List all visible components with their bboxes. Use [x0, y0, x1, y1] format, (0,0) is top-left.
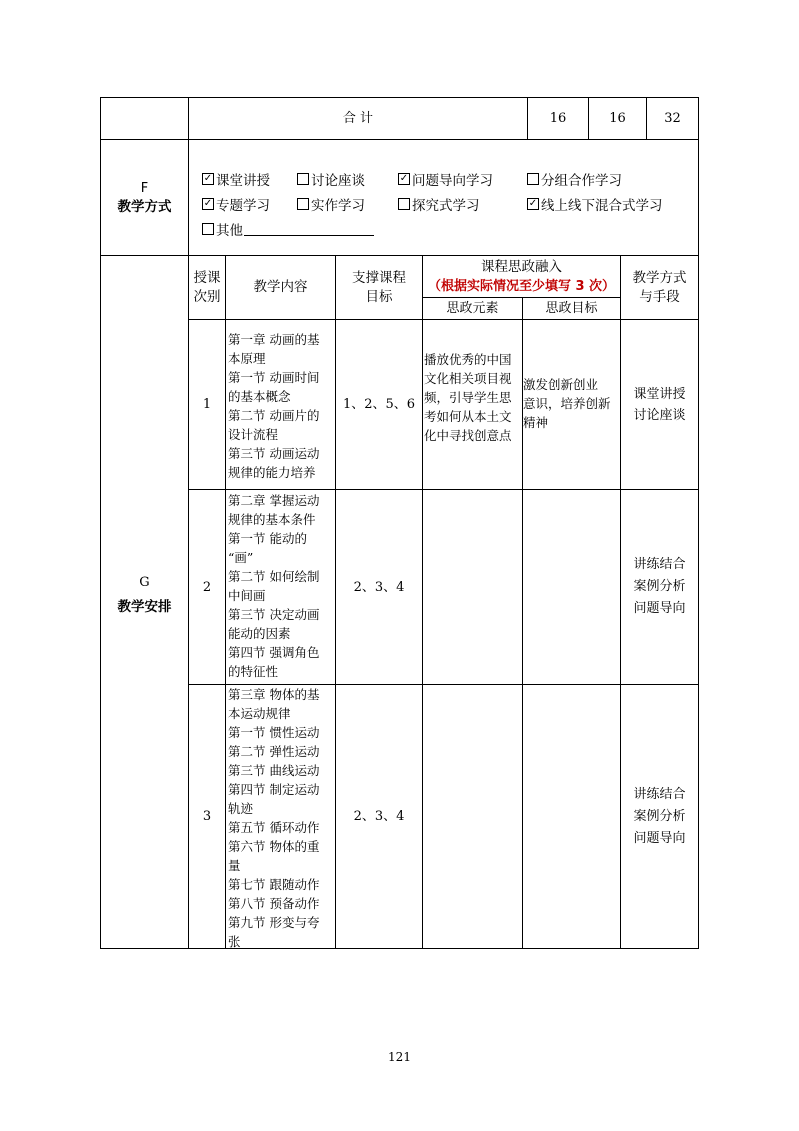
row1-element-line: 化中寻找创意点: [424, 428, 512, 443]
totals-value-3: 32: [664, 111, 681, 126]
row1-goals: [523, 375, 620, 432]
row2-content-line: 第一节 能动的: [228, 531, 307, 546]
row3-content: [228, 685, 334, 951]
row1-content-line: 第三节 动画运动: [228, 446, 320, 461]
row2-content-line: 第四节 强调角色: [228, 645, 320, 660]
option-discussion[interactable]: [297, 169, 365, 189]
option-thematic[interactable]: [202, 194, 270, 214]
totals-value-1: 16: [549, 111, 567, 126]
header-ideology-note: （根据实际情况至少填写 3 次）: [427, 278, 616, 294]
option-group-work-label: 分组合作学习: [541, 173, 622, 189]
header-method-line2: 与手段: [639, 288, 680, 305]
option-other-label: 其他: [216, 223, 243, 239]
row1-method-line: 讨论座谈: [633, 407, 686, 423]
option-lecture[interactable]: [202, 169, 270, 189]
row3-content-line: 第九节 形变与夸: [228, 915, 320, 930]
row1-content-line: 本原理: [228, 351, 266, 366]
option-blended[interactable]: [527, 194, 663, 214]
section-f-title: 教学方式: [117, 198, 172, 215]
table-border-bottom: [100, 948, 699, 949]
checkbox-practical[interactable]: [297, 198, 309, 210]
row1-method-line: 课堂讲授: [633, 386, 686, 402]
row2-method-line: 问题导向: [633, 601, 686, 616]
row3-content-line: 第四节 制定运动: [228, 782, 320, 797]
row2-content-line: 第三节 决定动画: [228, 607, 320, 622]
row3-content-line: 本运动规律: [228, 706, 291, 721]
row1-element-line: 文化相关项目视: [424, 371, 512, 386]
row3-content-line: 张: [228, 934, 241, 949]
row3-content-line: 第六节 物体的重: [228, 839, 320, 854]
section-g-code: G: [139, 575, 150, 590]
row2-content-line: 第二节 如何绘制: [228, 569, 320, 584]
row1-element-line: 播放优秀的中国: [424, 352, 512, 367]
option-lecture-label: 课堂讲授: [216, 173, 270, 189]
row3-objectives: 2、3、4: [353, 809, 405, 824]
row2-method: [621, 490, 698, 684]
option-practical[interactable]: [297, 194, 365, 214]
row3-content-line: 第八节 预备动作: [228, 896, 320, 911]
row1-goal-line: 意识，培养创新: [523, 396, 611, 411]
option-thematic-label: 专题学习: [216, 198, 270, 214]
row3-content-line: 第一节 惯性运动: [228, 725, 320, 740]
header-session: [189, 256, 225, 319]
checkbox-group-work[interactable]: [527, 173, 539, 185]
row2-content-line: “画”: [228, 550, 254, 565]
row3-method-line: 案例分析: [633, 808, 686, 824]
table-border-right: [698, 97, 699, 949]
header-method-line1: 教学方式: [632, 269, 687, 286]
header-ideology-goals: 思政目标: [545, 301, 598, 316]
row2-content-line: 中间画: [228, 588, 266, 603]
row3-session: 3: [202, 809, 212, 824]
section-g-label: [101, 560, 188, 630]
row1-content-line: 第一章 动画的基: [228, 332, 320, 347]
row3-content-line: 第三节 曲线运动: [228, 763, 320, 778]
row3-method: [621, 685, 698, 948]
row2-content-line: 规律的基本条件: [228, 512, 316, 527]
row3-content-line: 第三章 物体的基: [228, 687, 320, 702]
row1-element-line: 频，引导学生思: [424, 390, 512, 405]
row3-method-line: 问题导向: [633, 830, 686, 846]
section-f-code: F: [140, 180, 149, 196]
row1-content-line: 设计流程: [228, 427, 279, 442]
row-divider-totals: [100, 139, 699, 140]
header-objectives: [336, 256, 422, 319]
row3-content-line: 轨迹: [228, 801, 254, 816]
row2-session: 2: [202, 579, 212, 595]
option-other[interactable]: [202, 219, 374, 239]
row2-content-line: 第二章 掌握运动: [228, 493, 320, 508]
header-objectives-line1: 支撑课程: [352, 269, 406, 286]
row1-objectives: 1、2、5、6: [342, 397, 416, 412]
header-ideology-title: 课程思政融入: [481, 258, 562, 275]
header-objectives-line2: 目标: [365, 288, 393, 305]
option-inquiry[interactable]: [398, 194, 480, 214]
header-session-line1: 授课: [193, 269, 221, 286]
g-col-divider-objectives: [422, 255, 423, 949]
row3-method-line: 讲练结合: [633, 786, 686, 802]
checkbox-lecture[interactable]: ✓: [203, 173, 213, 184]
header-ideology-elements: 思政元素: [446, 301, 499, 316]
row1-element-line: 考如何从本土文: [424, 409, 512, 424]
checkbox-problem-based[interactable]: ✓: [399, 173, 409, 184]
option-inquiry-label: 探究式学习: [412, 198, 480, 214]
header-method: [621, 256, 698, 319]
totals-value-2: 16: [609, 111, 626, 126]
row1-elements: [424, 350, 522, 445]
option-blended-label: 线上线下混合式学习: [541, 198, 663, 214]
page-number: 121: [388, 1050, 411, 1064]
row2-content-line: 的特征性: [228, 664, 279, 679]
row2-content: [228, 491, 334, 681]
option-discussion-label: 讨论座谈: [311, 173, 365, 189]
header-session-line2: 次别: [193, 288, 221, 305]
row3-content-line: 第二节 弹性运动: [228, 744, 320, 759]
checkbox-thematic[interactable]: ✓: [203, 198, 213, 209]
g-col-divider-session: [225, 255, 226, 949]
row2-method-line: 讲练结合: [633, 557, 686, 572]
row1-session: 1: [202, 397, 212, 412]
row3-content-line: 量: [228, 858, 241, 873]
row1-goal-line: 精神: [523, 415, 549, 430]
checkbox-inquiry[interactable]: [398, 198, 410, 210]
row2-content-line: 能动的因素: [228, 626, 291, 641]
row3-content-line: 第五节 循环动作: [228, 820, 320, 835]
checkbox-blended[interactable]: ✓: [528, 198, 538, 209]
section-f-label: [101, 140, 188, 255]
row1-content-line: 的基本概念: [228, 389, 291, 404]
other-input-line[interactable]: [244, 222, 374, 236]
row1-goal-line: 激发创新创业: [523, 377, 599, 392]
option-practical-label: 实作学习: [311, 198, 365, 214]
row2-objectives: 2、3、4: [353, 579, 405, 595]
header-ideology: [423, 256, 620, 297]
row3-content-line: 第七节 跟随动作: [228, 877, 320, 892]
row1-content-line: 第二节 动画片的: [228, 408, 320, 423]
checkbox-other[interactable]: [202, 223, 214, 235]
option-problem-based-label: 问题导向学习: [412, 173, 493, 189]
section-g-title: 教学安排: [117, 599, 172, 615]
row2-method-line: 案例分析: [633, 579, 686, 594]
row1-content: [228, 330, 334, 482]
row1-content-line: 规律的能力培养: [228, 465, 316, 480]
option-group-work[interactable]: [527, 169, 622, 189]
row1-content-line: 第一节 动画时间: [228, 370, 320, 385]
option-problem-based[interactable]: [398, 169, 493, 189]
header-content: 教学内容: [253, 279, 308, 295]
checkbox-discussion[interactable]: [297, 173, 309, 185]
row1-method: [621, 320, 698, 489]
totals-label: 合 计: [342, 111, 374, 126]
